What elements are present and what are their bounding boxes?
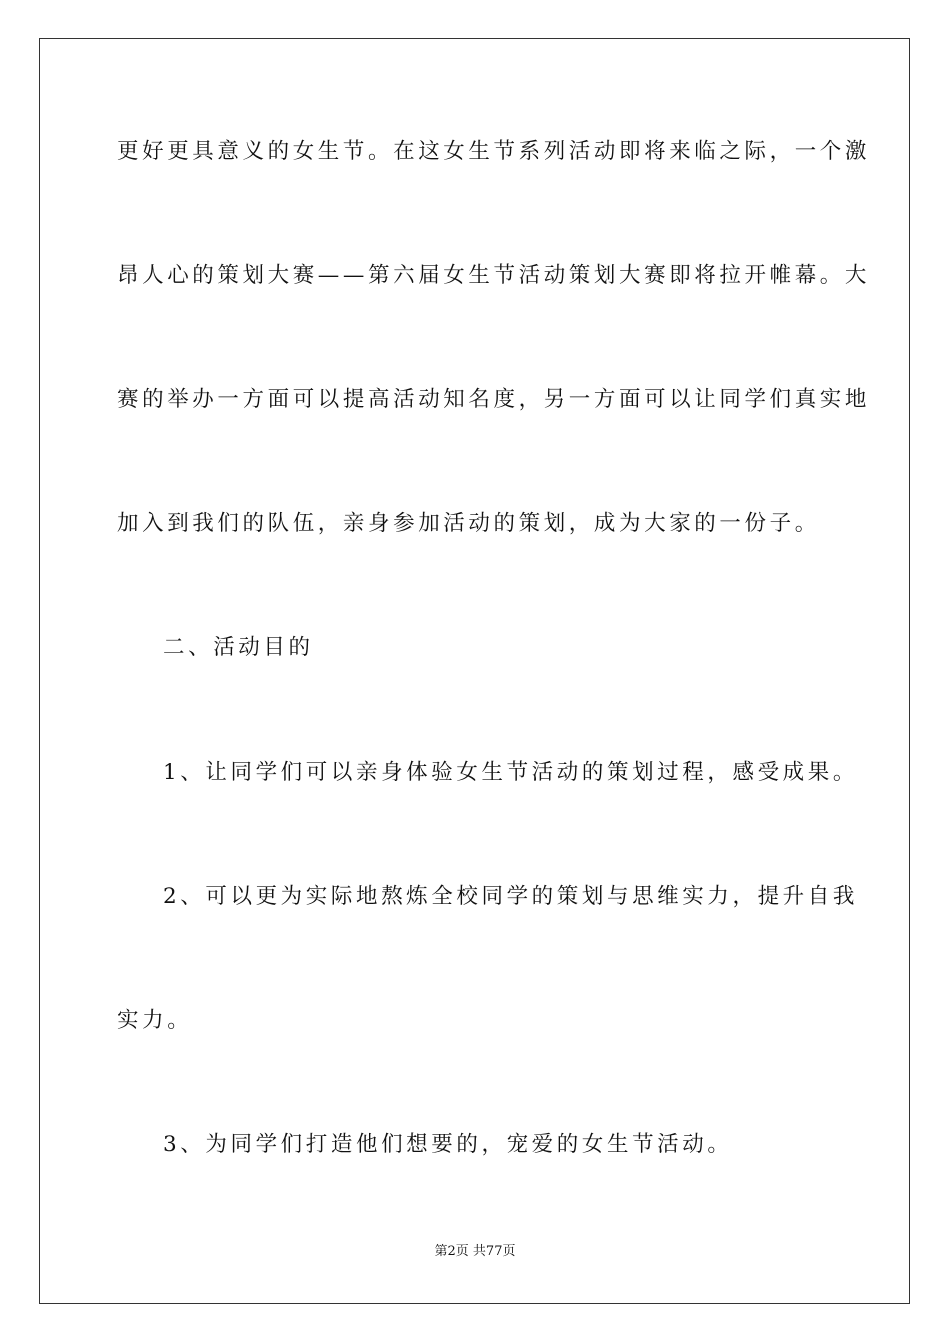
paragraph-line: 加入到我们的队伍，亲身参加活动的策划，成为大家的一份子。 [117, 511, 820, 536]
paragraph-line: 赛的举办一方面可以提高活动知名度，另一方面可以让同学们真实地 [117, 387, 871, 412]
page-number-footer: 第2页 共77页 [434, 1244, 516, 1259]
list-item: 3、为同学们打造他们想要的，宠爱的女生节活动。 [163, 1132, 733, 1157]
list-item: 1、让同学们可以亲身体验女生节活动的策划过程，感受成果。 [163, 760, 858, 785]
paragraph-line: 昂人心的策划大赛——第六届女生节活动策划大赛即将拉开帷幕。大 [117, 263, 871, 288]
page-border [39, 38, 910, 1304]
list-item: 2、可以更为实际地熬炼全校同学的策划与思维实力，提升自我 [163, 884, 858, 909]
section-heading: 二、活动目的 [163, 635, 314, 660]
paragraph-line: 实力。 [117, 1008, 193, 1033]
paragraph-line: 更好更具意义的女生节。在这女生节系列活动即将来临之际，一个激 [117, 139, 871, 164]
